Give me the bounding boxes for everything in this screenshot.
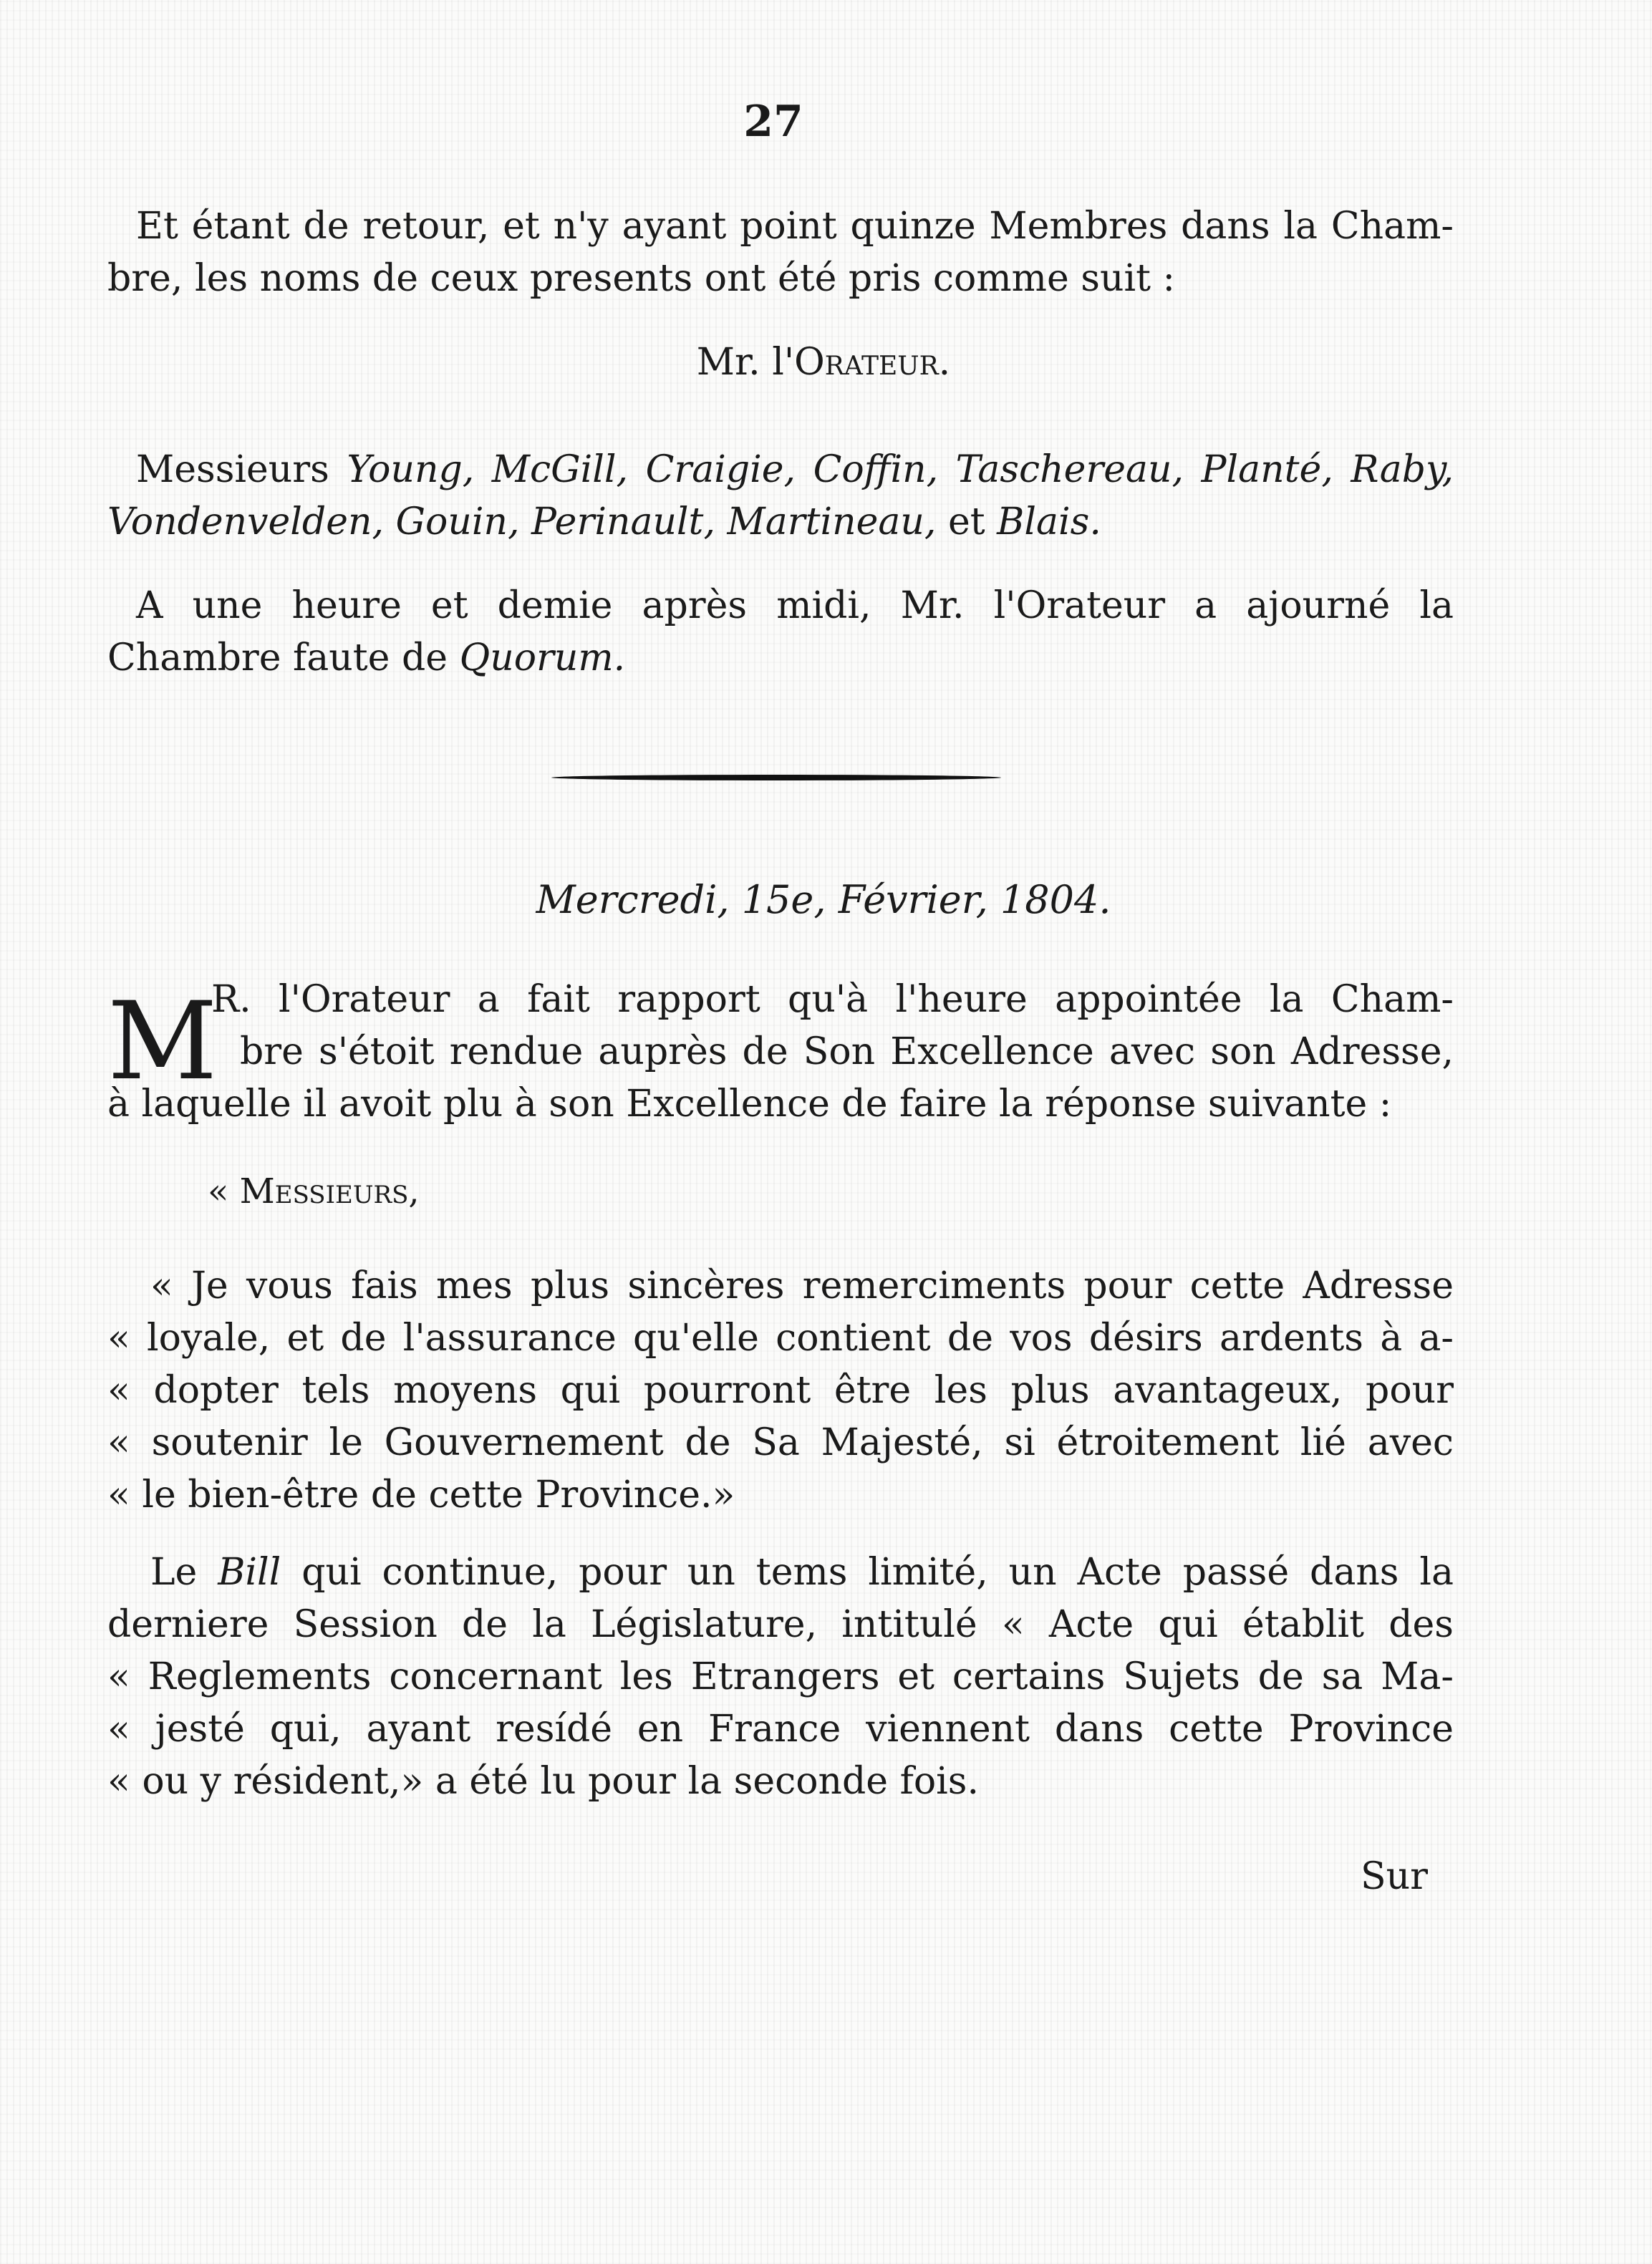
speaker-heading-title: Orateur. [794,341,951,384]
bill-text: Le [150,1551,198,1594]
salutation: « Messieurs, [208,1171,420,1211]
section-divider [551,775,1001,780]
member-names: Blais. [997,500,1101,543]
text-line: « le bien-être de cette Province.» [107,1474,735,1516]
text-line: bre, les noms de ceux presents ont été pris comme suit : [107,257,1176,300]
text-line [107,496,1454,548]
quorum-word: Quorum. [459,637,626,679]
bill-word: Bill [218,1551,281,1594]
paragraph-member-names [107,444,1454,548]
member-names: Young, McGill, Craigie, Coffin, Taschereau, Planté, Raby, [347,448,1454,491]
text-line: « dopter tels moyens qui pourront être les plus avantageux, pour [107,1369,1454,1412]
speaker-heading [501,341,1146,384]
paragraph-adjournment [107,580,1454,684]
text-line: A une heure et demie après midi, Mr. l'Orateur a ajourné la [136,584,1454,627]
paragraph-bill [107,1547,1454,1808]
page-number: 27 [743,97,803,147]
text-line: « Reglements concernant les Etrangers et certains Sujets de sa Ma- [107,1655,1454,1698]
text-line: à laquelle il avoit plu à son Excellence de faire la réponse suivante : [107,1083,1392,1126]
adjournment-text: Chambre faute de [107,637,448,679]
drop-cap: M [107,979,218,1104]
text-line: derniere Session de la Législature, intitulé « Acte qui établit des [107,1603,1454,1646]
text-line: « jesté qui, ayant resídé en France viennent dans cette Province [107,1708,1454,1751]
members-conjunction: et [947,500,985,543]
catchword: Sur [1361,1855,1428,1898]
text-line [107,444,1454,496]
text-line: bre s'étoit rendue auprès de Son Excellence avec son Adresse, [240,1030,1454,1073]
paragraph-reply [107,1260,1454,1522]
text-line: R. l'Orateur a fait rapport qu'à l'heure appointée la Cham- [211,978,1454,1021]
text-line: « loyale, et de l'assurance qu'elle contient de vos désirs ardents à a- [107,1317,1454,1360]
paragraph-report [107,974,1454,1131]
text-line: Et étant de retour, et n'y ayant point quinze Membres dans la Cham- [136,205,1454,248]
members-intro: Messieurs [136,448,329,491]
paragraph-members-present [107,200,1454,305]
member-names: Vondenvelden, Gouin, Perinault, Martineau, [107,500,937,543]
speaker-heading-prefix: Mr. l' [696,341,795,384]
text-line: « ou y résident,» a été lu pour la seconde fois. [107,1760,979,1803]
bill-text: qui continue, pour un tems limité, un Acte passé dans la [301,1551,1454,1594]
text-line [107,1547,1454,1599]
text-line: « soutenir le Gouvernement de Sa Majesté, si étroitement lié avec [107,1421,1454,1464]
text-line: « Je vous fais mes plus sincères remerciments pour cette Adresse [150,1264,1454,1307]
text-line [107,632,1454,684]
date-heading: Mercredi, 15e, Février, 1804. [536,877,1111,922]
